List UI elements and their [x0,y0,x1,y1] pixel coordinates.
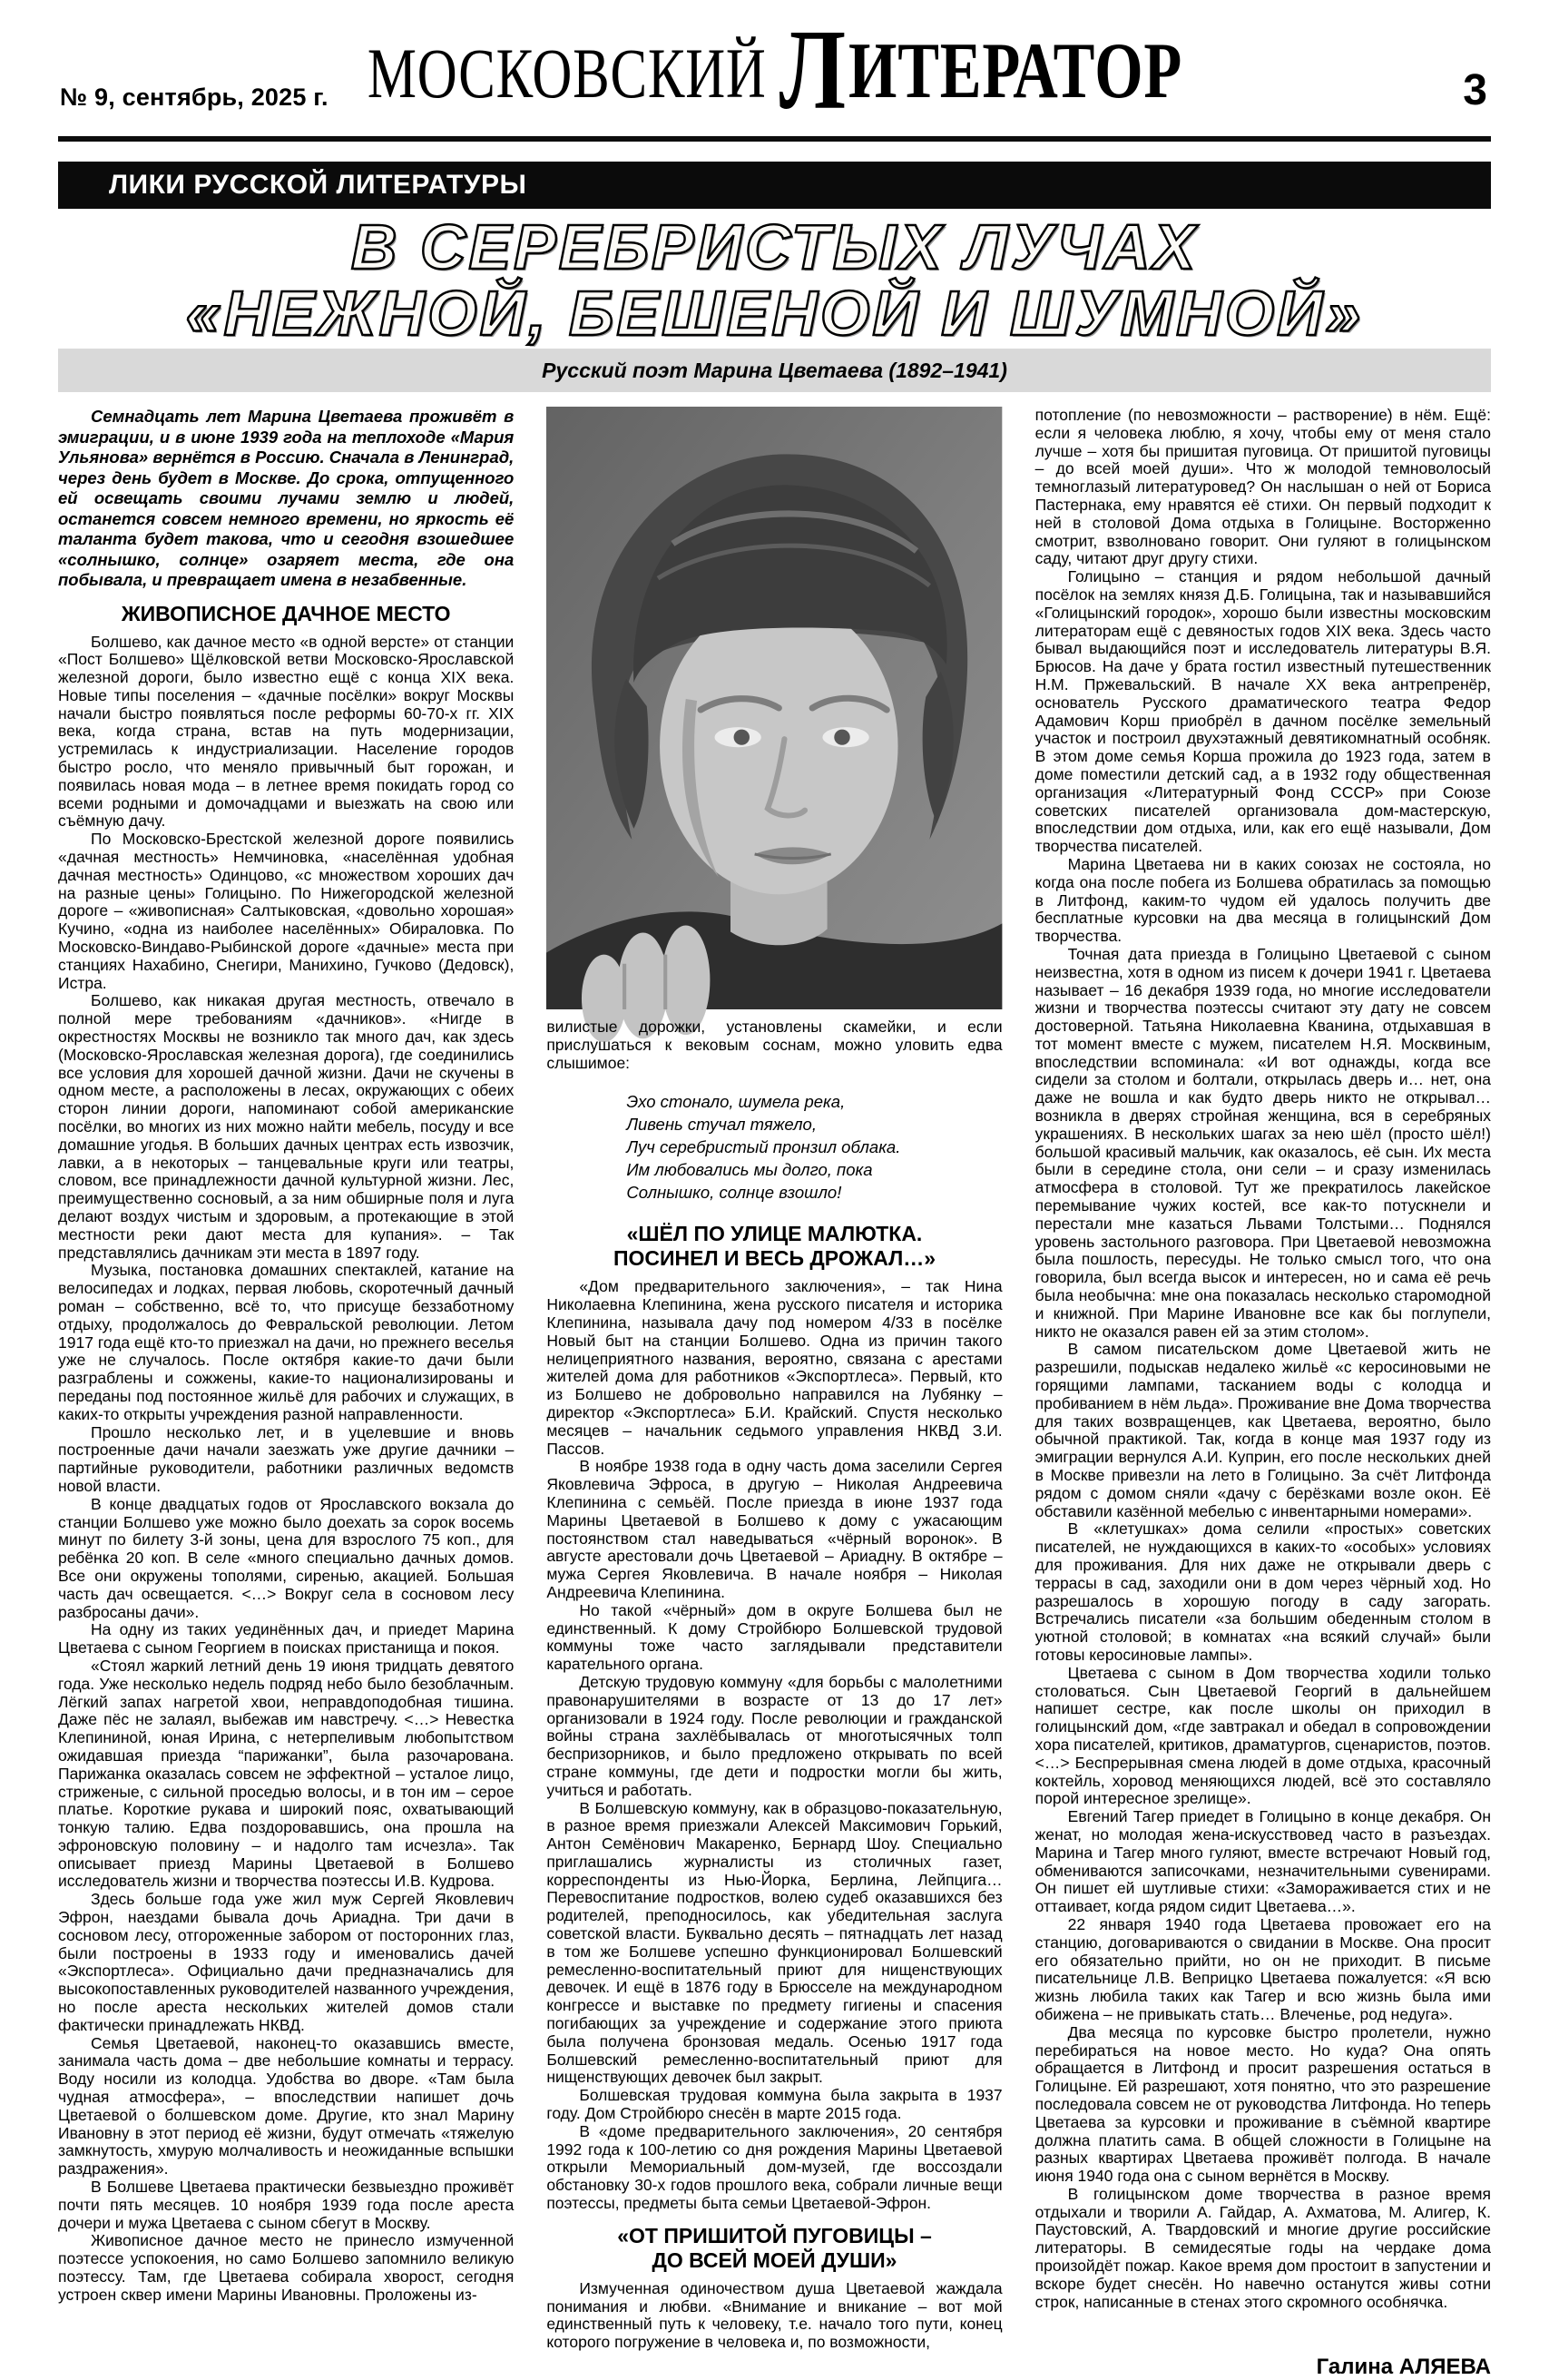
article-subtitle: Русский поэт Марина Цветаева (1892–1941) [542,359,1007,382]
subtitle-bar [58,349,1491,392]
body-paragraph: Болшево, как никакая другая местность, отвечало в полной мере требованиям «дачников». «Нигде в окрестностях Москвы не возникло так много дач, как здесь (Московско-Ярославская железная дорога), где соединились все условия для хорошей дачной жизни. Дачи не скучены в одном месте, а расположены в лесах, окружающих с обеих сторон линии дороги, напоминают собой американские посёлки, во многих из них можно найти мебель, посуду и все домашние угодья. В больших дачных центрах есть извозчик, лавки, а в некоторых – танцевальные круги или театры, словом, все принадлежности дачной культурной жизни. Лес, преимущественно сосновый, а за ним обширные поля и луга делают воздух чистым и здоровым, а протекающие в этой местности реки дают места для купания». – Так представлялись дачникам эти места в 1897 году. [58,991,515,1262]
poem-quote [626,1090,1002,1204]
body-paragraph-continued: вилистые дорожки, установлены скамейки, и если прислушаться к вековым соснам, можно уловить едва слышимое: [546,1018,1003,1072]
poem-line: Ливень стучал тяжело, [626,1115,817,1135]
body-paragraph: Прошло несколько лет, и в уцелевшие и вновь построенные дачи начали заезжать уже другие дачники – партийные руководители, работники различных ведомств новой власти. [58,1422,515,1495]
body-paragraph: «Стоял жаркий летний день 19 июня тридцать девятого года. Уже несколько недель подряд небо было безоблачным. Лёгкий запах нагретой хвои, неправдоподобная тишина. Даже пёс не залаял, выбежав им навстречу. <…> Невестка Клепининой, юная Ирина, с нетерпеливым любопытством ожидавшая приезда “парижанки”, была разочарована. Парижанка оказалась совсем не эффектной – усталое лицо, стриженые, с сильной проседью волосы, и в тон им – серое платье. Короткие рукава и широкий пояс, охватывающий тонкую талию. Едва поздоровавшись, она прошла на эфроновскую половину – и надолго там исчезла». Так описывает приезд Марины Цветаевой в Болшево исследователь жизни и творчества поэтессы И.В. Кудрова. [58,1656,515,1891]
page-header [58,0,1491,211]
body-paragraph: На одну из таких уединённых дач, и приедет Марина Цветаева с сыном Георгием в поисках пристанища и покоя. [58,1620,515,1657]
masthead-inner [367,7,1182,133]
rubric-bar [58,162,1491,209]
body-paragraph: Болшево, как дачное место «в одной версте» от станции «Пост Болшево» Щёлковской ветви Московско-Ярославской железной дороги, было известно ещё с конца XIX века. Новые типы поселения – «дачные посёлки» вокруг Москвы начали быстро появляться после реформы 60-70-х гг. XIX века, когда страна, встав на путь модернизации, устремилась к индустриализации. Население городов быстро росло, что меняло привычный быт горожан, и появилась новая мода – в летнее время покидать город со всеми родными и домочадцами и выезжать на свою или съёмную дачу. [58,632,515,831]
body-paragraph: Марина Цветаева ни в каких союзах не состояла, но когда она после побега из Болшева обратилась за помощью в Литфонд, каким-то чудом ей удалось получить две бесплатные курсовки на два месяца в голицынский Дом творчества. [1034,854,1491,946]
masthead [252,7,1298,133]
masthead-initial-L: Л [776,7,848,133]
body-paragraph: Два месяца по курсовке быстро пролетели, нужно перебираться на новое место. Но куда? Она опять обращается в Литфонд и просит разрешения остаться в Голицыне. Ей разрешают, хотя понятно, что это разрешение последовала совсем не от руководства Литфонда. Но теперь Цветаева за курсовки и проживание в съёмной квартире должна платить сама. В общей сложности в Голицыне на разных квартирах Цветаева проживёт полгода. В начале июня 1940 года она с сыном вернётся в Москву. [1034,2022,1491,2186]
body-paragraph: Голицыно – станция и рядом небольшой дачный посёлок на землях князя Д.Б. Голицына, так и называвшийся «Голицынский городок», хорошо были известны московским литераторам ещё с девяностых годов XIX века. Здесь часто бывал выдающийся поэт и исследователь литературы В.Я. Брюсов. На даче у брата гостил известный путешественник Н.М. Пржевальский. В начале XX века антрепренёр, основатель Русского драматического театра Федор Адамович Корш приобрёл в дачном посёлке земельный участок и построил двухэтажный девятикомнатный особняк. В этом доме семья Корша прожила до 1923 года, затем в доме поместили детский сад, а в 1932 году общественная организация «Литературный Фонд СССР» при Союзе советских писателей организовала дом-мастерскую, впоследствии дом отдыха, или, как его ещё называли, Дом творчества писателей. [1034,567,1491,856]
header-rule [58,136,1491,142]
column-right [1034,406,1491,2380]
body-paragraph: В «доме предварительного заключения», 20 сентября 1992 года к 100-летию со дня рождения Марины Цветаевой открыли Мемориальный дом-музей, где воссоздали обстановку 30-х годов прошлого века, собрали личные вещи поэтессы, предметы быта семьи Цветаевой-Эфрон. [546,2121,1003,2213]
article-columns [58,406,1491,2380]
poem-line: Луч серебристый пронзил облака. [626,1137,901,1157]
body-paragraph: 22 января 1940 года Цветаева провожает его на станцию, договариваются о свидании в Москве. Она просит его обязательно прийти, но он не приходит. В письме писательнице Л.В. Веприцко Цветаева пожалуется: «Я всю жизнь любила таких как Тагер и всю жизнь была ими обижена – не привыкать стать… Влеченье, род недуга». [1034,1914,1491,2023]
article-title [58,211,1491,349]
body-paragraph: «Дом предварительного заключения», – так Нина Николаевна Клепинина, жена русского писателя и историка Клепинина, называла дачу под номером 4/33 в посёлке Новый быт на станции Болшево. Одна из причин такого нелицеприятного названия, вероятно, связана с арестами жителей дома для работников «Экспортлеса». Первый, кто из Болшево не добровольно направился на Лубянку – директор «Экспортлеса» Б.И. Крайский. Спустя несколько месяцев – начальник седьмого управления НКВД З.И. Пассов. [546,1277,1003,1458]
column-middle [546,407,1003,2352]
section-heading: «ОТ ПРИШИТОЙ ПУГОВИЦЫ – ДО ВСЕЙ МОЕЙ ДУШИ» [617,2223,932,2272]
section-heading: ЖИВОПИСНОЕ ДАЧНОЕ МЕСТО [121,601,451,625]
body-paragraph: В Болшевскую коммуну, как в образцово-показательную, в разное время приезжали Алексей Максимович Горький, Антон Семёнович Макаренко, Бернард Шоу. Специально приглашались журналисты из столичных газет, корреспонденты из Нью-Йорка, Берлина, Лейпцига… Перевоспитание подростков, волею судеб оказавшихся без родителей, преподносилось, как убедительная заслуга советской власти. Буквально десять – пятнадцать лет назад в том же Болшеве успешно функционировал Болшевский ремесленно-воспитательный приют для нищенствующих девочек. И ещё в 1876 году в Брюсселе на международном конгрессе и выставке по предмету гигиены и спасения погибающих за учреждение и содержание этого приюта была получена бронзовая медаль. Осенью 1917 года Болшевский ремесленно-воспитательный приют для нищенствующих девочек был закрыт. [546,1798,1003,2087]
body-paragraph: По Московско-Брестской железной дороге появились «дачная местность» Немчиновка, «населённая удобная дачная местность» Одинцово, «с множеством хороших дач на разные цены» Голицыно. По Нижегородской железной дороге – «живописная» Салтыковская, «довольно хорошая» Кучино, «одна из наиболее населённых» Обираловка. По Московско-Виндаво-Рыбинской дороге «дачные» места при станциях Нахабино, Снегири, Манихино, Гучково (Дедовск), Истра. [58,830,515,992]
body-paragraph: В конце двадцатых годов от Ярославского вокзала до станции Болшево уже можно было доехать за сорок восемь минут по билету 3-й зоны, цена для взрослого 75 коп., для ребёнка 20 коп. В селе «много специально дачных домов. Все они окружены тополями, сиренью, акацией. Большая часть дач освещается. <…> Вокруг села в сосновом лесу разбросаны дачи». [58,1494,515,1621]
title-line-2: «НЕЖНОЙ, БЕШЕНОЙ И ШУМНОЙ» [185,278,1364,349]
rubric-label: ЛИКИ РУССКОЙ ЛИТЕРАТУРЫ [109,170,527,200]
body-paragraph: Но такой «чёрный» дом в округе Болшева был не единственный. К дому Стройбюро Болшевской трудовой коммуны тоже часто заглядывали представители карательного органа. [546,1600,1003,1674]
tsvetaeva-photo [546,407,1002,1009]
body-paragraph: Семья Цветаевой, наконец-то оказавшись вместе, занимала часть дома – две небольшие комнаты и террасу. Воду носили из колодца. Удобства во дворе. «Там была чудная атмосфера», – впоследствии напишет дочь Цветаевой о болшевском доме. Другие, кто знал Марину Ивановну в этот период её жизни, будут отмечать «тяжелую замкнутость, хмурую молчаливость и неожиданные вспышки раздражения». [58,2033,515,2178]
body-paragraph: Точная дата приезда в Голицыно Цветаевой с сыном неизвестна, хотя в одном из писем к дочери 1941 г. Цветаева называет – 16 декабря 1939 года, но многие исследователи жизни и творчества поэтессы считают эту дату не совсем достоверной. Татьяна Николаевна Кванина, отдыхавшая в тот момент вместе с мужем, писателем Н.Я. Москвиным, впоследствии вспоминала: «И вот однажды, когда все сидели за столом и болтали, открылась дверь и… нет, она даже не вошла и как будто дверь никто не открывал… возникла в дверях стройная женщина, вся в серебряных украшениях. В нескольких шагах за нею шёл (просто шёл!) большой красивый мальчик, как оказалось, её сын. Их места были в середине стола, они сели – и сразу изменилась атмосфера в столовой. Тут же прекратилось лакейское перемывание чужих костей, все как-то потускнели и перестали мне казаться Львами Толстыми… Поднялся уровень застольного разговора. При Цветаевой невозможна была пошлость, пересуды. Не только смысл того, что она говорила, был всегда высок и интересен, но и сама её речь была необычна: мне она показалась несколько старомодной и книжной. При Марине Ивановне все как бы поглупели, никто не оказался равен ей за этим столом». [1034,944,1491,1341]
body-paragraph: В «клетушках» дома селили «простых» советских писателей, не нуждающихся в каких-то «особых» условиях для проживания. Для них даже не открывали дверь с террасы в сад, заходили они в дом через чёрный ход. Но разрешалось в хорошую погоду в саду загорать. Встречались писатели «за большим обеденным столом в уютной столовой; в комнатах «на всякий случай» были готовы керосиновые лампы». [1034,1519,1491,1664]
body-paragraph: Болшевская трудовая коммуна была закрыта в 1937 году. Дом Стройбюро снесён в марте 2015 года. [546,2086,1003,2123]
issue-info: № 9, сентябрь, 2025 г. [60,84,328,111]
body-paragraph: Цветаева с сыном в Дом творчества ходили только столоваться. Сын Цветаевой Георгий в дальнейшем напишет сестре, как после школы он приходил в голицынский дом, «где завтракал и обедал в сопровождении хора писателей, критиков, драматургов, сценаристов, поэтов. <…> Беспрерывная смена людей в доме отдыха, красочный коктейль, хоровод меняющихся людей, всё это составляло порой интересное зрелище». [1034,1663,1491,1808]
body-paragraph: В ноябре 1938 года в одну часть дома заселили Сергея Яковлевича Эфроса, в другую – Николая Андреевича Клепинина с семьёй. После приезда в июне 1937 года Марины Цветаевой в Болшево к дому с ужасающим постоянством стал наведываться «чёрный воронок». В августе арестовали дочь Цветаевой – Ариадну. В октябре – мужа Сергея Яковлевича. В начале ноября – Николая Андреевича Клепинина. [546,1457,1003,1601]
body-paragraph: Музыка, постановка домашних спектаклей, катание на велосипедах и лодках, первая любовь, скоротечный дачный роман – собственно, всё то, что присуще беззаботному отдыху, продолжалось до Февральской революции. Летом 1917 года ещё кто-то приезжал на дачи, но прежнего веселья уже не случалось. После октября какие-то дачи были разграблены и сожжены, какие-то национализированы и переданы под постоянное жильё для рабочих и служащих, в каких-то открыты учреждения разной направленности. [58,1261,515,1423]
body-paragraph: В Болшеве Цветаева практически безвыездно проживёт почти пять месяцев. 10 ноября 1939 года после ареста дочери и мужа Цветаева с сыном сбегут в Москву. [58,2178,515,2232]
lead-paragraph: Семнадцать лет Марина Цветаева проживёт в эмиграции, и в июне 1939 года на теплоходе «Мария Ульянова» вернётся в Россию. Сначала в Ленинград, через день будет в Москве. До срока, отпущенного ей освещать своими лучами землю и людей, останется совсем немного времени, но яркость её таланта будет такова, что и сегодня взошедшее «солнышко, солнце» озаряет места, где она побывала, и превращает имена в незабвенные. [58,407,515,589]
section-heading: «ШЁЛ ПО УЛИЦЕ МАЛЮТКА. ПОСИНЕЛ И ВЕСЬ ДРОЖАЛ…» [613,1222,936,1271]
poem-line: Эхо стонало, шумела река, [626,1092,846,1112]
column-left [58,407,515,2304]
title-line-1: В СЕРЕБРИСТЫХ ЛУЧАХ [350,211,1199,282]
body-paragraph: Живописное дачное место не принесло измученной поэтессе успокоения, но само Болшево запомнило великую поэтессу. Там, где Цветаева собирала хворост, сегодня устроен сквер имени Марины Ивановны. Проложены из- [58,2231,515,2304]
page-number: 3 [1463,66,1487,114]
author-byline: Галина АЛЯЕВА [1316,2355,1491,2380]
body-paragraph: В голицынском доме творчества в разное время отдыхали и творили А. Гайдар, А. Ахматова, М. Алигер, К. Паустовский, А. Твардовский и многие другие российские литераторы. В семидесятые годы на чердаке дома произойдёт пожар. Какое время дом простоит в запустении и вскоре будет снесён. Но навечно останутся живы сотни строк, написанные в стенах этого скромного особнячка. [1034,2184,1491,2311]
poem-line: Им любовались мы долго, пока [626,1160,873,1180]
masthead-word-iterator: ИТЕРАТОР [848,27,1182,115]
body-paragraph-continued: потопление (по невозможности – растворение) в нём. Ещё: если я человека люблю, я хочу, чтобы ему от меня стало лучше – хотя бы пришитая пуговица. От пришитой пуговицы – до всей моей души». Что ж молодой темноволосый темноглазый литературовед? Он наслышан о ней от Бориса Пастернака, ему нравятся её стихи. Он первый подходит к ней в столовой Дома отдыха в Голицыне. Восторженно смотрит, взволновано говорит. Они гуляют в голицынском саду, читают друг другу стихи. [1034,406,1491,568]
body-paragraph: Евгений Тагер приедет в Голицыно в конце декабря. Он женат, но молодая жена-искусствовед часто в разъездах. Марина и Тагер много гуляют, вместе встречают Новый год, обмениваются записочками, незначительными сувенирами. Он пишет ей шутливые стихи: «Замораживается стих и не оттаивает, когда рядом сидит Цветаева…». [1034,1807,1491,1916]
body-paragraph: В самом писательском доме Цветаевой жить не разрешили, подыскав недалеко жильё «с керосиновыми не горящими лампами, тасканием воды с колодца и пробиванием в нём льда». Проживание вне Дома творчества для таких возвращенцев, как Цветаева, вероятно, было обычной практикой. Так, когда в конце мая 1937 году из эмиграции вернулся А.И. Куприн, его после нескольких дней в Москве привезли на лето в Голицыно. За счёт Литфонда рядом с домом сняли «дачу с берёзками возле окон. Её обставили казённой мебелью с инвентарными номерами». [1034,1340,1491,1520]
body-paragraph: Здесь больше года уже жил муж Сергей Яковлевич Эфрон, наездами бывала дочь Ариадна. Три дачи в сосновом лесу, отгороженные забором от посторонних глаз, были построены в 1933 году и именовались дачей «Экспортлеса». Официально дачи предназначались для высокопоставленных руководителей названного учреждения, но после ареста нескольких жителей домов стали фактически принадлежать НКВД. [58,1890,515,2034]
photo-portrait-svg [546,407,1002,1009]
body-paragraph: Детскую трудовую коммуну «для борьбы с малолетними правонарушителями в возрасте от 13 до 17 лет» организовали в 1924 году. После революции и гражданской войны страна захлёбывалась от многотысячных толп беспризорников, и было предложено открывать по всей стране коммуны, где дети и подростки могли бы жить, учиться и работать. [546,1672,1003,1799]
masthead-word-moskovsky: МОСКОВСКИЙ [367,34,767,113]
poem-line: Солнышко, солнце взошло! [626,1183,842,1203]
body-paragraph: Измученная одиночеством душа Цветаевой жаждала понимания и любви. «Внимание и вникание – вот мой единственный путь к человеку, т.е. начало того пути, конец которого погружение в человека и, по возможности, [546,2278,1003,2352]
